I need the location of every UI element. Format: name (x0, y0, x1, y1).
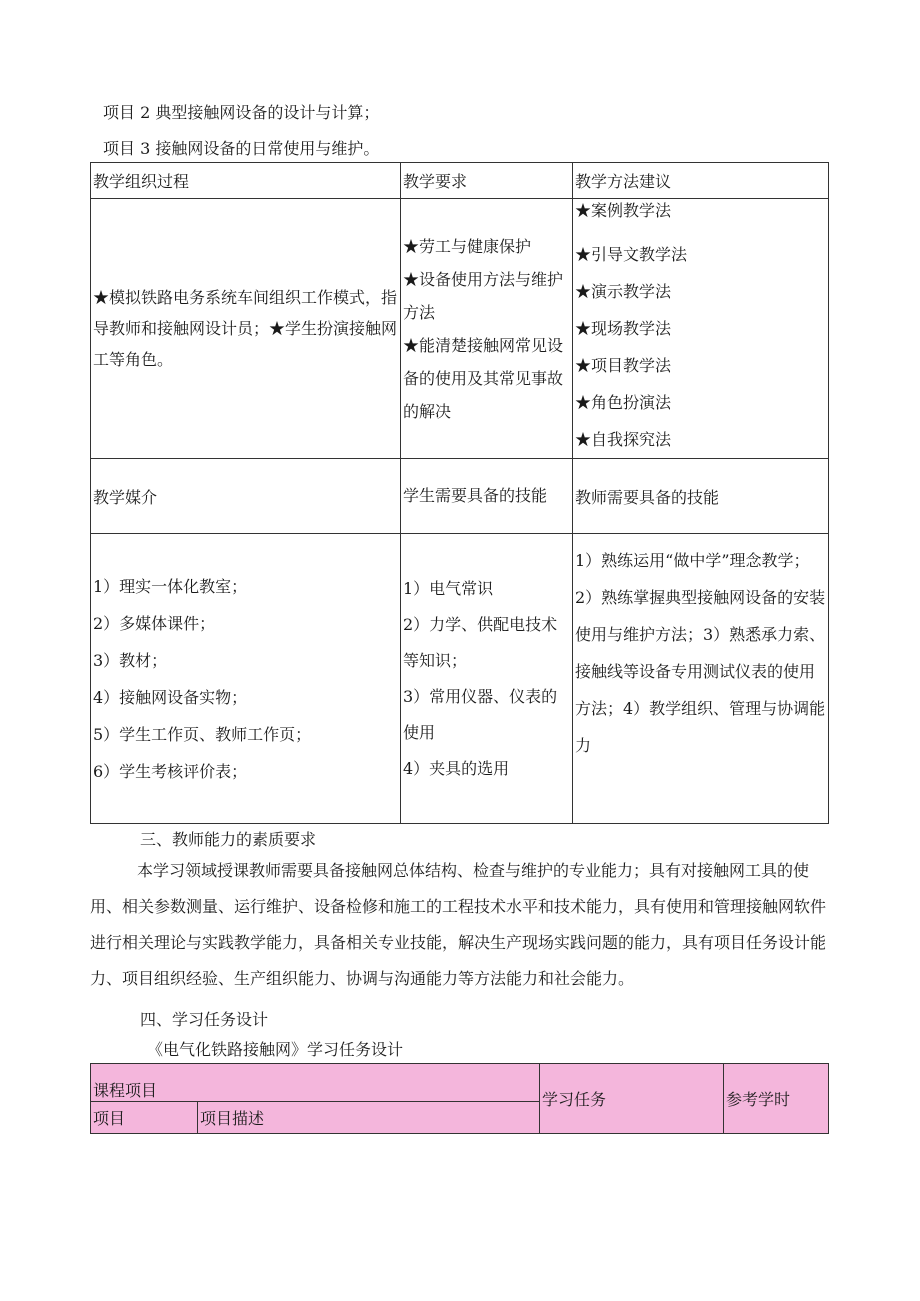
requirement-item: ★设备使用方法与维护方法 (403, 269, 564, 322)
section4-title: 四、学习任务设计 (140, 1010, 269, 1029)
method-item: ★演示教学法 (575, 282, 672, 301)
student-skill-item: 1）电气常识 (403, 578, 494, 598)
method-item: ★项目教学法 (575, 356, 672, 375)
requirements-cell (401, 199, 573, 459)
requirement-item: ★劳工与健康保护 (403, 236, 532, 256)
section3-body: 本学习领域授课教师需要具备接触网总体结构、检查与维护的专业能力；具有对接触网工具的使用、相关参数测量、运行维护、设备检修和施工的工程技术水平和技术能力，具有使用和管理接触网软件进行相关理论与实践教学能力，具备相关专业技能，解决生产现场实践问题的能力，具有项目任务设计能力、项目组织经验、生产组织能力、协调与沟通能力等方法能力和社会能力。 (90, 861, 827, 988)
requirement-item: ★能清楚接触网常见设备的使用及其常见事故的解决 (403, 335, 564, 421)
media-item: 5）学生工作页、教师工作页； (93, 724, 312, 744)
project-desc-header: 项目描述 (198, 1102, 540, 1134)
media-item: 6）学生考核评价表； (93, 761, 248, 781)
student-skills-cell (401, 534, 573, 824)
header-student-skills: 学生需要具备的技能 (401, 459, 573, 534)
header-methods: 教学方法建议 (573, 163, 829, 199)
section3-title: 三、教师能力的素质要求 (140, 830, 317, 849)
header-media: 教学媒介 (91, 459, 401, 534)
task-design-table (90, 1063, 829, 1134)
method-item: ★角色扮演法 (575, 393, 672, 412)
task-header: 学习任务 (540, 1064, 724, 1134)
student-skill-item: 2）力学、供配电技术等知识； (403, 614, 558, 670)
student-skill-item: 4）夹具的选用 (403, 758, 510, 778)
header-teacher-skills: 教师需要具备的技能 (573, 459, 829, 534)
method-item: ★现场教学法 (575, 319, 672, 338)
header-org-process: 教学组织过程 (91, 163, 401, 199)
course-project-header: 课程项目 (91, 1064, 540, 1102)
header-requirements: 教学要求 (401, 163, 573, 199)
intro-project2: 项目 2 典型接触网设备的设计与计算； (103, 103, 380, 122)
media-item: 2）多媒体课件； (93, 613, 216, 633)
teaching-table (90, 162, 829, 824)
hours-header: 参考学时 (724, 1064, 829, 1134)
method-item: ★自我探究法 (575, 430, 672, 449)
media-item: 3）教材； (93, 650, 168, 670)
methods-cell (573, 199, 829, 459)
media-item: 4）接触网设备实物； (93, 687, 248, 707)
student-skill-item: 3）常用仪器、仪表的使用 (403, 686, 558, 742)
table2-caption: 《电气化铁路接触网》学习任务设计 (147, 1040, 404, 1059)
media-item: 1）理实一体化教室； (93, 576, 248, 596)
org-process-cell: ★模拟铁路电务系统车间组织工作模式，指导教师和接触网设计员；★学生扮演接触网工等角色。 (91, 199, 401, 459)
method-item: ★引导文教学法 (575, 245, 688, 264)
method-item: ★案例教学法 (575, 201, 672, 220)
teacher-skills-cell: 1）熟练运用“做中学”理念教学；2）熟练掌握典型接触网设备的安装使用与维护方法；3）熟悉承力索、接触线等设备专用测试仪表的使用方法；4）教学组织、管理与协调能力 (573, 534, 829, 824)
project-header: 项目 (91, 1102, 198, 1134)
intro-project3: 项目 3 接触网设备的日常使用与维护。 (103, 139, 380, 158)
media-cell (91, 534, 401, 824)
